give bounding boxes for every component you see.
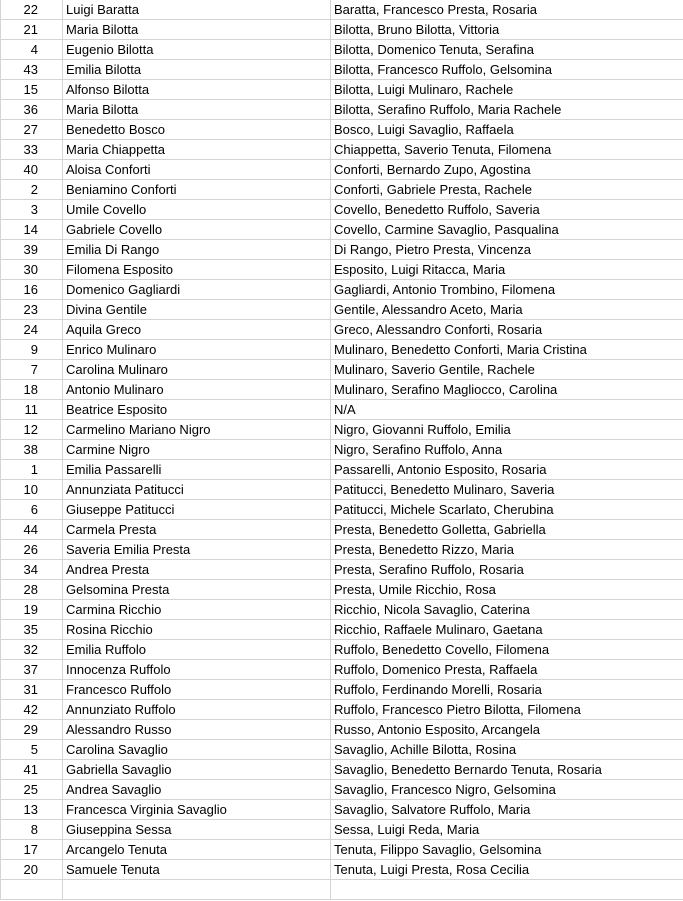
table-row: [1, 440, 683, 460]
empty-cell[interactable]: [63, 880, 331, 900]
table-row: [1, 60, 683, 80]
id-cell[interactable]: 2: [1, 180, 63, 200]
parents-cell[interactable]: Bosco, Luigi Savaglio, Raffaela: [331, 120, 683, 140]
id-cell[interactable]: 38: [1, 440, 63, 460]
name-cell[interactable]: Benedetto Bosco: [63, 120, 331, 140]
name-cell[interactable]: Divina Gentile: [63, 300, 331, 320]
name-cell[interactable]: Luigi Baratta: [63, 0, 331, 20]
id-cell[interactable]: 17: [1, 840, 63, 860]
id-cell[interactable]: 20: [1, 860, 63, 880]
parents-cell[interactable]: Patitucci, Michele Scarlato, Cherubina: [331, 500, 683, 520]
id-cell[interactable]: 9: [1, 340, 63, 360]
name-cell[interactable]: Samuele Tenuta: [63, 860, 331, 880]
id-cell[interactable]: 22: [1, 0, 63, 20]
parents-cell[interactable]: Covello, Carmine Savaglio, Pasqualina: [331, 220, 683, 240]
name-cell[interactable]: Francesca Virginia Savaglio: [63, 800, 331, 820]
name-cell[interactable]: Domenico Gagliardi: [63, 280, 331, 300]
name-cell[interactable]: Carolina Mulinaro: [63, 360, 331, 380]
id-cell[interactable]: 5: [1, 740, 63, 760]
name-cell[interactable]: Carolina Savaglio: [63, 740, 331, 760]
id-cell[interactable]: 19: [1, 600, 63, 620]
table-row: [1, 140, 683, 160]
parents-cell[interactable]: Baratta, Francesco Presta, Rosaria: [331, 0, 683, 20]
id-cell[interactable]: 26: [1, 540, 63, 560]
table-row: [1, 800, 683, 820]
name-cell[interactable]: Saveria Emilia Presta: [63, 540, 331, 560]
table-row: [1, 840, 683, 860]
parents-cell[interactable]: Greco, Alessandro Conforti, Rosaria: [331, 320, 683, 340]
spreadsheet-body: [1, 0, 683, 900]
parents-cell[interactable]: Ruffolo, Francesco Pietro Bilotta, Filomena: [331, 700, 683, 720]
empty-row: [1, 880, 683, 900]
name-cell[interactable]: Alessandro Russo: [63, 720, 331, 740]
name-cell[interactable]: Carmina Ricchio: [63, 600, 331, 620]
parents-cell[interactable]: Ricchio, Raffaele Mulinaro, Gaetana: [331, 620, 683, 640]
table-row: [1, 160, 683, 180]
id-cell[interactable]: 35: [1, 620, 63, 640]
id-cell[interactable]: 12: [1, 420, 63, 440]
name-cell[interactable]: Francesco Ruffolo: [63, 680, 331, 700]
table-row: [1, 740, 683, 760]
table-row: [1, 780, 683, 800]
parents-cell[interactable]: Savaglio, Salvatore Ruffolo, Maria: [331, 800, 683, 820]
name-cell[interactable]: Giuseppe Patitucci: [63, 500, 331, 520]
table-row: [1, 20, 683, 40]
id-cell[interactable]: 42: [1, 700, 63, 720]
id-cell[interactable]: 24: [1, 320, 63, 340]
name-cell[interactable]: Annunziata Patitucci: [63, 480, 331, 500]
parents-cell[interactable]: Mulinaro, Saverio Gentile, Rachele: [331, 360, 683, 380]
table-row: [1, 540, 683, 560]
empty-cell[interactable]: [1, 880, 63, 900]
parents-cell[interactable]: Covello, Benedetto Ruffolo, Saveria: [331, 200, 683, 220]
name-cell[interactable]: Carmelino Mariano Nigro: [63, 420, 331, 440]
parents-cell[interactable]: Sessa, Luigi Reda, Maria: [331, 820, 683, 840]
parents-cell[interactable]: Bilotta, Francesco Ruffolo, Gelsomina: [331, 60, 683, 80]
id-cell[interactable]: 32: [1, 640, 63, 660]
table-row: [1, 520, 683, 540]
table-row: [1, 300, 683, 320]
parents-cell[interactable]: Savaglio, Benedetto Bernardo Tenuta, Rosaria: [331, 760, 683, 780]
id-cell[interactable]: 21: [1, 20, 63, 40]
id-cell[interactable]: 31: [1, 680, 63, 700]
table-row: [1, 820, 683, 840]
id-cell[interactable]: 41: [1, 760, 63, 780]
id-cell[interactable]: 28: [1, 580, 63, 600]
table-row: [1, 260, 683, 280]
table-row: [1, 340, 683, 360]
table-row: [1, 700, 683, 720]
name-cell[interactable]: Gabriele Covello: [63, 220, 331, 240]
id-cell[interactable]: 43: [1, 60, 63, 80]
table-row: [1, 280, 683, 300]
id-cell[interactable]: 15: [1, 80, 63, 100]
name-cell[interactable]: Annunziato Ruffolo: [63, 700, 331, 720]
id-cell[interactable]: 11: [1, 400, 63, 420]
parents-cell[interactable]: Di Rango, Pietro Presta, Vincenza: [331, 240, 683, 260]
id-cell[interactable]: 3: [1, 200, 63, 220]
name-cell[interactable]: Umile Covello: [63, 200, 331, 220]
parents-cell[interactable]: N/A: [331, 400, 683, 420]
id-cell[interactable]: 23: [1, 300, 63, 320]
id-cell[interactable]: 30: [1, 260, 63, 280]
parents-cell[interactable]: Bilotta, Domenico Tenuta, Serafina: [331, 40, 683, 60]
name-cell[interactable]: Emilia Passarelli: [63, 460, 331, 480]
parents-cell[interactable]: Presta, Benedetto Golletta, Gabriella: [331, 520, 683, 540]
name-cell[interactable]: Emilia Di Rango: [63, 240, 331, 260]
table-row: [1, 200, 683, 220]
parents-cell[interactable]: Presta, Serafino Ruffolo, Rosaria: [331, 560, 683, 580]
name-cell[interactable]: Rosina Ricchio: [63, 620, 331, 640]
id-cell[interactable]: 27: [1, 120, 63, 140]
empty-cell[interactable]: [331, 880, 683, 900]
parents-cell[interactable]: Gagliardi, Antonio Trombino, Filomena: [331, 280, 683, 300]
name-cell[interactable]: Alfonso Bilotta: [63, 80, 331, 100]
parents-cell[interactable]: Patitucci, Benedetto Mulinaro, Saveria: [331, 480, 683, 500]
table-row: [1, 180, 683, 200]
table-row: [1, 620, 683, 640]
table-row: [1, 40, 683, 60]
parents-cell[interactable]: Russo, Antonio Esposito, Arcangela: [331, 720, 683, 740]
table-row: [1, 600, 683, 620]
parents-cell[interactable]: Savaglio, Achille Bilotta, Rosina: [331, 740, 683, 760]
parents-cell[interactable]: Passarelli, Antonio Esposito, Rosaria: [331, 460, 683, 480]
id-cell[interactable]: 40: [1, 160, 63, 180]
id-cell[interactable]: 7: [1, 360, 63, 380]
parents-cell[interactable]: Ricchio, Nicola Savaglio, Caterina: [331, 600, 683, 620]
name-cell[interactable]: Enrico Mulinaro: [63, 340, 331, 360]
table-row: [1, 320, 683, 340]
name-cell[interactable]: Antonio Mulinaro: [63, 380, 331, 400]
id-cell[interactable]: 10: [1, 480, 63, 500]
parents-cell[interactable]: Presta, Umile Ricchio, Rosa: [331, 580, 683, 600]
name-cell[interactable]: Arcangelo Tenuta: [63, 840, 331, 860]
parents-cell[interactable]: Nigro, Giovanni Ruffolo, Emilia: [331, 420, 683, 440]
table-row: [1, 680, 683, 700]
table-row: [1, 500, 683, 520]
table-row: [1, 480, 683, 500]
table-row: [1, 240, 683, 260]
id-cell[interactable]: 4: [1, 40, 63, 60]
parents-cell[interactable]: Bilotta, Luigi Mulinaro, Rachele: [331, 80, 683, 100]
table-row: [1, 400, 683, 420]
table-row: [1, 860, 683, 880]
parents-cell[interactable]: Gentile, Alessandro Aceto, Maria: [331, 300, 683, 320]
table-row: [1, 0, 683, 20]
id-cell[interactable]: 8: [1, 820, 63, 840]
id-cell[interactable]: 36: [1, 100, 63, 120]
id-cell[interactable]: 33: [1, 140, 63, 160]
id-cell[interactable]: 16: [1, 280, 63, 300]
name-cell[interactable]: Emilia Bilotta: [63, 60, 331, 80]
id-cell[interactable]: 6: [1, 500, 63, 520]
name-cell[interactable]: Filomena Esposito: [63, 260, 331, 280]
name-cell[interactable]: Innocenza Ruffolo: [63, 660, 331, 680]
parents-cell[interactable]: Esposito, Luigi Ritacca, Maria: [331, 260, 683, 280]
parents-cell[interactable]: Tenuta, Luigi Presta, Rosa Cecilia: [331, 860, 683, 880]
table-row: [1, 80, 683, 100]
name-cell[interactable]: Beatrice Esposito: [63, 400, 331, 420]
id-cell[interactable]: 44: [1, 520, 63, 540]
name-cell[interactable]: Giuseppina Sessa: [63, 820, 331, 840]
name-cell[interactable]: Carmela Presta: [63, 520, 331, 540]
table-row: [1, 120, 683, 140]
parents-cell[interactable]: Conforti, Bernardo Zupo, Agostina: [331, 160, 683, 180]
parents-cell[interactable]: Bilotta, Serafino Ruffolo, Maria Rachele: [331, 100, 683, 120]
name-cell[interactable]: Gelsomina Presta: [63, 580, 331, 600]
name-cell[interactable]: Beniamino Conforti: [63, 180, 331, 200]
name-cell[interactable]: Emilia Ruffolo: [63, 640, 331, 660]
parents-cell[interactable]: Mulinaro, Serafino Magliocco, Carolina: [331, 380, 683, 400]
name-cell[interactable]: Carmine Nigro: [63, 440, 331, 460]
name-cell[interactable]: Maria Bilotta: [63, 20, 331, 40]
table-row: [1, 220, 683, 240]
id-cell[interactable]: 14: [1, 220, 63, 240]
parents-cell[interactable]: Conforti, Gabriele Presta, Rachele: [331, 180, 683, 200]
table-row: [1, 720, 683, 740]
parents-cell[interactable]: Ruffolo, Domenico Presta, Raffaela: [331, 660, 683, 680]
name-cell[interactable]: Aquila Greco: [63, 320, 331, 340]
name-cell[interactable]: Andrea Savaglio: [63, 780, 331, 800]
id-cell[interactable]: 39: [1, 240, 63, 260]
id-cell[interactable]: 13: [1, 800, 63, 820]
table-row: [1, 460, 683, 480]
table-row: [1, 360, 683, 380]
table-row: [1, 560, 683, 580]
parents-cell[interactable]: Ruffolo, Benedetto Covello, Filomena: [331, 640, 683, 660]
parents-cell[interactable]: Tenuta, Filippo Savaglio, Gelsomina: [331, 840, 683, 860]
name-cell[interactable]: Aloisa Conforti: [63, 160, 331, 180]
id-cell[interactable]: 37: [1, 660, 63, 680]
table-row: [1, 580, 683, 600]
id-cell[interactable]: 34: [1, 560, 63, 580]
table-row: [1, 640, 683, 660]
name-cell[interactable]: Maria Chiappetta: [63, 140, 331, 160]
parents-cell[interactable]: Mulinaro, Benedetto Conforti, Maria Cristina: [331, 340, 683, 360]
table-row: [1, 760, 683, 780]
table-row: [1, 380, 683, 400]
parents-cell[interactable]: Ruffolo, Ferdinando Morelli, Rosaria: [331, 680, 683, 700]
name-cell[interactable]: Eugenio Bilotta: [63, 40, 331, 60]
id-cell[interactable]: 1: [1, 460, 63, 480]
id-cell[interactable]: 29: [1, 720, 63, 740]
parents-cell[interactable]: Savaglio, Francesco Nigro, Gelsomina: [331, 780, 683, 800]
name-cell[interactable]: Andrea Presta: [63, 560, 331, 580]
id-cell[interactable]: 25: [1, 780, 63, 800]
parents-cell[interactable]: Bilotta, Bruno Bilotta, Vittoria: [331, 20, 683, 40]
name-cell[interactable]: Gabriella Savaglio: [63, 760, 331, 780]
table-row: [1, 100, 683, 120]
table-row: [1, 660, 683, 680]
table-row: [1, 420, 683, 440]
id-cell[interactable]: 18: [1, 380, 63, 400]
parents-cell[interactable]: Presta, Benedetto Rizzo, Maria: [331, 540, 683, 560]
parents-cell[interactable]: Nigro, Serafino Ruffolo, Anna: [331, 440, 683, 460]
name-cell[interactable]: Maria Bilotta: [63, 100, 331, 120]
parents-cell[interactable]: Chiappetta, Saverio Tenuta, Filomena: [331, 140, 683, 160]
